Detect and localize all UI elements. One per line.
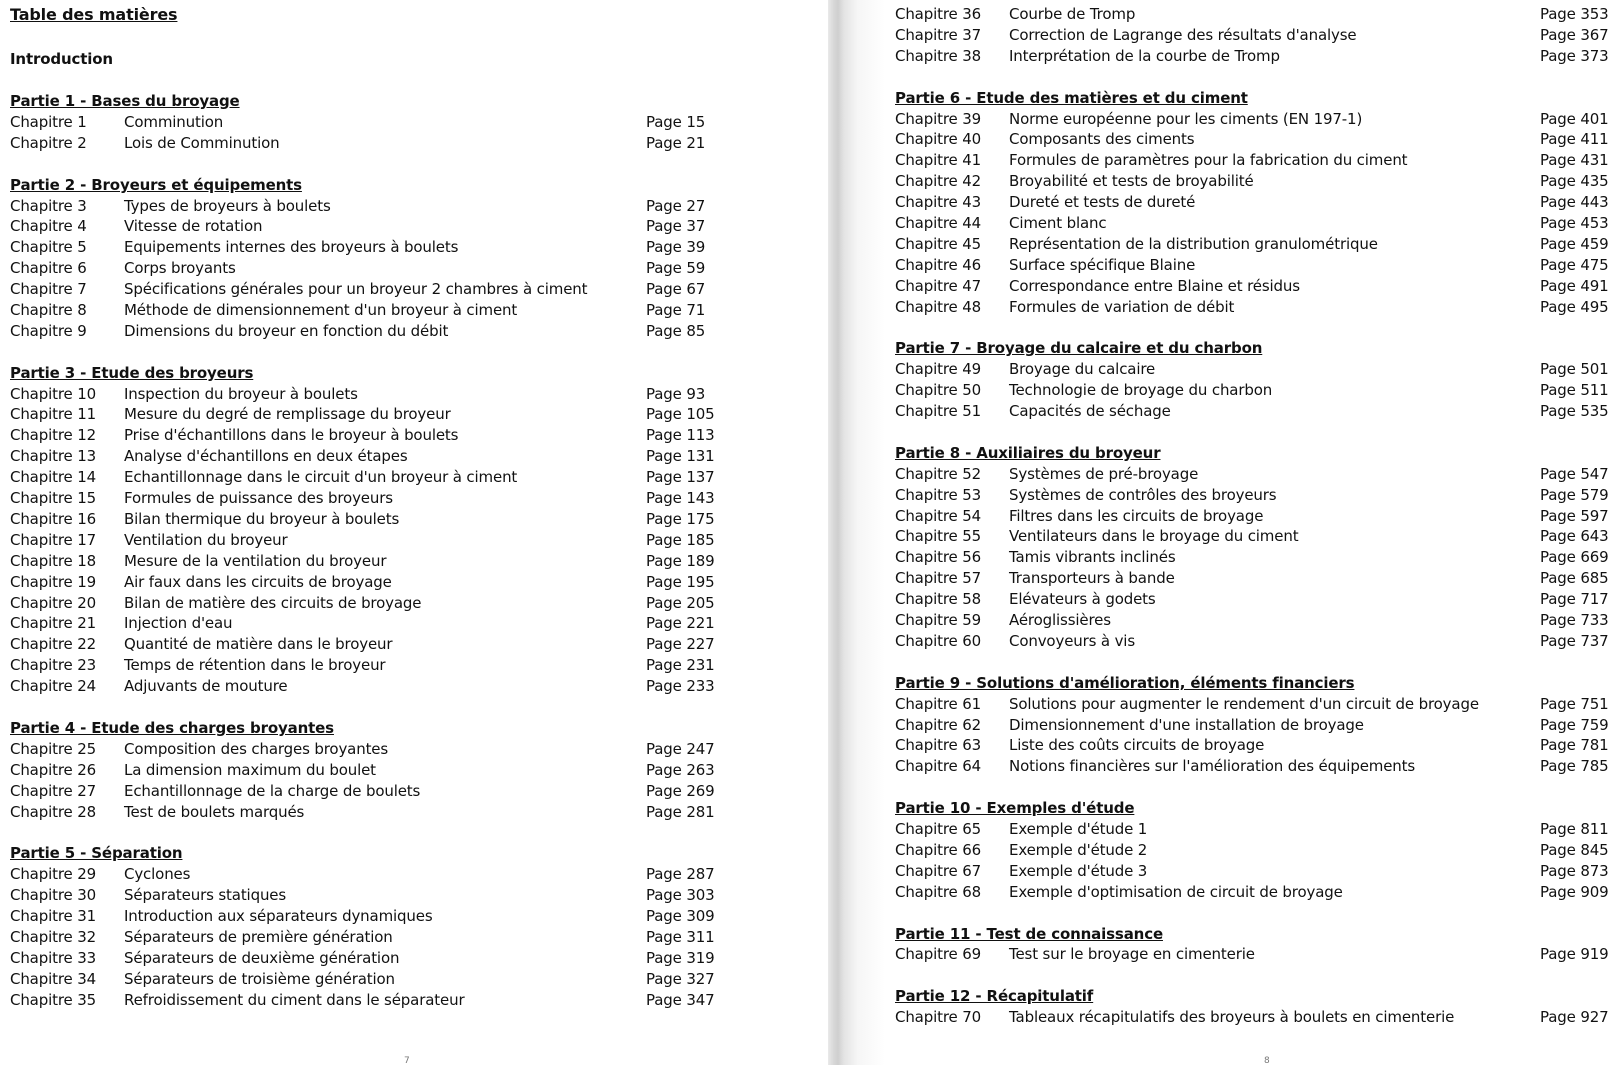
toc-entry[interactable] [0, 655, 828, 675]
part-heading: Partie 10 - Exemples d'étude [895, 799, 1135, 817]
chapter-page: Page 93 [646, 385, 706, 403]
chapter-number: Chapitre 3 [10, 197, 87, 215]
toc-entry[interactable] [0, 300, 828, 320]
part-heading: Partie 1 - Bases du broyage [10, 92, 240, 110]
chapter-title: Norme européenne pour les ciments (EN 197-1) [1009, 110, 1363, 128]
chapter-title: Exemple d'étude 1 [1009, 820, 1148, 838]
left-page-number: 7 [404, 1056, 410, 1065]
chapter-number: Chapitre 65 [895, 820, 982, 838]
chapter-page: Page 811 [1540, 820, 1609, 838]
chapter-page: Page 131 [646, 447, 715, 465]
chapter-number: Chapitre 27 [10, 782, 97, 800]
chapter-number: Chapitre 26 [10, 761, 97, 779]
chapter-number: Chapitre 34 [10, 970, 97, 988]
toc-entry[interactable] [885, 1007, 1613, 1027]
chapter-page: Page 113 [646, 426, 715, 444]
chapter-number: Chapitre 25 [10, 740, 97, 758]
chapter-page: Page 431 [1540, 151, 1609, 169]
chapter-number: Chapitre 8 [10, 301, 87, 319]
chapter-number: Chapitre 70 [895, 1008, 982, 1026]
toc-entry[interactable] [885, 25, 1613, 45]
chapter-page: Page 311 [646, 928, 715, 946]
chapter-page: Page 309 [646, 907, 715, 925]
chapter-page: Page 751 [1540, 695, 1609, 713]
chapter-page: Page 21 [646, 134, 706, 152]
chapter-number: Chapitre 66 [895, 841, 982, 859]
chapter-title: Dimensions du broyeur en fonction du débit [124, 322, 449, 340]
chapter-number: Chapitre 46 [895, 256, 982, 274]
chapter-page: Page 143 [646, 489, 715, 507]
chapter-title: Notions financières sur l'amélioration des équipements [1009, 757, 1416, 775]
chapter-number: Chapitre 7 [10, 280, 87, 298]
chapter-title: Courbe de Tromp [1009, 5, 1136, 23]
chapter-title: Equipements internes des broyeurs à boulets [124, 238, 459, 256]
toc-entry[interactable] [0, 634, 828, 654]
chapter-number: Chapitre 21 [10, 614, 97, 632]
toc-entry[interactable] [885, 756, 1613, 776]
chapter-page: Page 737 [1540, 632, 1609, 650]
part-heading: Partie 6 - Etude des matières et du ciment [895, 89, 1248, 107]
chapter-number: Chapitre 19 [10, 573, 97, 591]
chapter-number: Chapitre 54 [895, 507, 982, 525]
chapter-title: Corps broyants [124, 259, 236, 277]
chapter-number: Chapitre 22 [10, 635, 97, 653]
chapter-title: Ventilation du broyeur [124, 531, 288, 549]
chapter-page: Page 453 [1540, 214, 1609, 232]
chapter-number: Chapitre 52 [895, 465, 982, 483]
toc-entry[interactable] [0, 112, 828, 132]
chapter-number: Chapitre 39 [895, 110, 982, 128]
chapter-title: Prise d'échantillons dans le broyeur à boulets [124, 426, 459, 444]
chapter-title: Ciment blanc [1009, 214, 1107, 232]
chapter-title: Introduction aux séparateurs dynamiques [124, 907, 433, 925]
chapter-title: Elévateurs à godets [1009, 590, 1156, 608]
part-heading: Partie 11 - Test de connaissance [895, 925, 1163, 943]
chapter-number: Chapitre 53 [895, 486, 982, 504]
toc-entry[interactable] [0, 781, 828, 801]
chapter-number: Chapitre 51 [895, 402, 982, 420]
chapter-title: Tamis vibrants inclinés [1009, 548, 1176, 566]
chapter-title: Comminution [124, 113, 224, 131]
toc-entry[interactable] [0, 739, 828, 759]
toc-entry[interactable] [885, 276, 1613, 296]
chapter-title: Types de broyeurs à boulets [124, 197, 331, 215]
chapter-number: Chapitre 36 [895, 5, 982, 23]
chapter-number: Chapitre 29 [10, 865, 97, 883]
chapter-number: Chapitre 23 [10, 656, 97, 674]
chapter-title: Cyclones [124, 865, 191, 883]
chapter-number: Chapitre 48 [895, 298, 982, 316]
chapter-title: Injection d'eau [124, 614, 233, 632]
toc-entry[interactable] [0, 864, 828, 884]
toc-entry[interactable] [885, 631, 1613, 651]
part-heading: Partie 4 - Etude des charges broyantes [10, 719, 334, 737]
chapter-page: Page 353 [1540, 5, 1609, 23]
chapter-number: Chapitre 43 [895, 193, 982, 211]
chapter-title: Mesure de la ventilation du broyeur [124, 552, 387, 570]
chapter-page: Page 205 [646, 594, 715, 612]
chapter-title: Composants des ciments [1009, 130, 1195, 148]
chapter-number: Chapitre 14 [10, 468, 97, 486]
chapter-number: Chapitre 44 [895, 214, 982, 232]
chapter-number: Chapitre 12 [10, 426, 97, 444]
chapter-number: Chapitre 38 [895, 47, 982, 65]
toc-entry[interactable] [0, 509, 828, 529]
chapter-page: Page 137 [646, 468, 715, 486]
part-heading: Partie 9 - Solutions d'amélioration, éléments financiers [895, 674, 1355, 692]
chapter-page: Page 221 [646, 614, 715, 632]
chapter-page: Page 27 [646, 197, 706, 215]
toc-entry[interactable] [0, 572, 828, 592]
toc-entry[interactable] [0, 404, 828, 424]
chapter-number: Chapitre 68 [895, 883, 982, 901]
chapter-page: Page 263 [646, 761, 715, 779]
chapter-page: Page 781 [1540, 736, 1609, 754]
chapter-number: Chapitre 1 [10, 113, 87, 131]
toc-entry[interactable] [0, 551, 828, 571]
chapter-number: Chapitre 32 [10, 928, 97, 946]
chapter-page: Page 281 [646, 803, 715, 821]
chapter-title: Analyse d'échantillons en deux étapes [124, 447, 408, 465]
chapter-page: Page 501 [1540, 360, 1609, 378]
chapter-page: Page 195 [646, 573, 715, 591]
chapter-number: Chapitre 59 [895, 611, 982, 629]
toc-entry[interactable] [0, 906, 828, 926]
toc-entry[interactable] [0, 237, 828, 257]
chapter-page: Page 367 [1540, 26, 1609, 44]
chapter-page: Page 685 [1540, 569, 1609, 587]
chapter-title: Formules de puissance des broyeurs [124, 489, 393, 507]
chapter-title: Quantité de matière dans le broyeur [124, 635, 393, 653]
chapter-number: Chapitre 17 [10, 531, 97, 549]
chapter-number: Chapitre 40 [895, 130, 982, 148]
toc-entry[interactable] [0, 760, 828, 780]
chapter-title: Liste des coûts circuits de broyage [1009, 736, 1265, 754]
toc-entry[interactable] [885, 401, 1613, 421]
chapter-number: Chapitre 11 [10, 405, 97, 423]
right-page [885, 0, 1613, 1065]
chapter-page: Page 597 [1540, 507, 1609, 525]
chapter-page: Page 373 [1540, 47, 1609, 65]
toc-entry[interactable] [885, 610, 1613, 630]
document-title: Table des matières [10, 5, 178, 24]
chapter-title: Inspection du broyeur à boulets [124, 385, 358, 403]
chapter-page: Page 327 [646, 970, 715, 988]
chapter-title: Exemple d'optimisation de circuit de broyage [1009, 883, 1343, 901]
toc-entry[interactable] [885, 944, 1613, 964]
chapter-page: Page 717 [1540, 590, 1609, 608]
chapter-number: Chapitre 9 [10, 322, 87, 340]
chapter-title: Technologie de broyage du charbon [1009, 381, 1273, 399]
toc-entry[interactable] [885, 171, 1613, 191]
chapter-page: Page 491 [1540, 277, 1609, 295]
chapter-page: Page 67 [646, 280, 706, 298]
chapter-title: Test de boulets marqués [124, 803, 305, 821]
toc-entry[interactable] [0, 321, 828, 341]
chapter-number: Chapitre 56 [895, 548, 982, 566]
chapter-page: Page 579 [1540, 486, 1609, 504]
toc-entry[interactable] [0, 467, 828, 487]
chapter-title: Méthode de dimensionnement d'un broyeur à ciment [124, 301, 518, 319]
toc-entry[interactable] [885, 297, 1613, 317]
chapter-page: Page 231 [646, 656, 715, 674]
chapter-page: Page 927 [1540, 1008, 1609, 1026]
chapter-page: Page 495 [1540, 298, 1609, 316]
toc-entry[interactable] [0, 530, 828, 550]
part-heading: Partie 12 - Récapitulatif [895, 987, 1094, 1005]
toc-entry[interactable] [0, 488, 828, 508]
chapter-title: Exemple d'étude 3 [1009, 862, 1148, 880]
toc-entry[interactable] [885, 715, 1613, 735]
chapter-page: Page 247 [646, 740, 715, 758]
toc-entry[interactable] [885, 589, 1613, 609]
chapter-page: Page 189 [646, 552, 715, 570]
chapter-page: Page 511 [1540, 381, 1609, 399]
chapter-number: Chapitre 24 [10, 677, 97, 695]
toc-entry[interactable] [885, 882, 1613, 902]
chapter-title: Filtres dans les circuits de broyage [1009, 507, 1264, 525]
chapter-page: Page 475 [1540, 256, 1609, 274]
chapter-number: Chapitre 63 [895, 736, 982, 754]
chapter-title: Bilan de matière des circuits de broyage [124, 594, 422, 612]
toc-entry[interactable] [0, 216, 828, 236]
chapter-page: Page 85 [646, 322, 706, 340]
chapter-page: Page 185 [646, 531, 715, 549]
toc-entry[interactable] [885, 840, 1613, 860]
chapter-number: Chapitre 2 [10, 134, 87, 152]
chapter-number: Chapitre 42 [895, 172, 982, 190]
chapter-number: Chapitre 18 [10, 552, 97, 570]
chapter-title: Temps de rétention dans le broyeur [124, 656, 386, 674]
chapter-page: Page 287 [646, 865, 715, 883]
introduction-heading: Introduction [10, 50, 113, 68]
chapter-title: Correspondance entre Blaine et résidus [1009, 277, 1300, 295]
toc-entry[interactable] [885, 234, 1613, 254]
chapter-title: Interprétation de la courbe de Tromp [1009, 47, 1280, 65]
chapter-number: Chapitre 37 [895, 26, 982, 44]
toc-entry[interactable] [885, 464, 1613, 484]
chapter-title: Spécifications générales pour un broyeur 2 chambres à ciment [124, 280, 588, 298]
chapter-title: Séparateurs de deuxième génération [124, 949, 400, 967]
chapter-number: Chapitre 58 [895, 590, 982, 608]
toc-entry[interactable] [885, 109, 1613, 129]
toc-entry[interactable] [0, 446, 828, 466]
toc-entry[interactable] [885, 192, 1613, 212]
chapter-title: Systèmes de contrôles des broyeurs [1009, 486, 1277, 504]
chapter-title: Capacités de séchage [1009, 402, 1171, 420]
chapter-page: Page 39 [646, 238, 706, 256]
chapter-number: Chapitre 31 [10, 907, 97, 925]
chapter-page: Page 845 [1540, 841, 1609, 859]
chapter-page: Page 303 [646, 886, 715, 904]
toc-entry[interactable] [885, 485, 1613, 505]
chapter-title: Air faux dans les circuits de broyage [124, 573, 392, 591]
toc-entry[interactable] [0, 613, 828, 633]
chapter-title: La dimension maximum du boulet [124, 761, 376, 779]
chapter-title: Echantillonnage de la charge de boulets [124, 782, 421, 800]
toc-entry[interactable] [885, 819, 1613, 839]
chapter-page: Page 535 [1540, 402, 1609, 420]
chapter-page: Page 15 [646, 113, 706, 131]
chapter-title: Test sur le broyage en cimenterie [1009, 945, 1255, 963]
chapter-number: Chapitre 41 [895, 151, 982, 169]
chapter-number: Chapitre 16 [10, 510, 97, 528]
chapter-number: Chapitre 47 [895, 277, 982, 295]
chapter-page: Page 347 [646, 991, 715, 1009]
toc-entry[interactable] [0, 969, 828, 989]
chapter-page: Page 37 [646, 217, 706, 235]
chapter-title: Solutions pour augmenter le rendement d'un circuit de broyage [1009, 695, 1479, 713]
toc-entry[interactable] [0, 384, 828, 404]
chapter-title: Représentation de la distribution granulométrique [1009, 235, 1378, 253]
chapter-page: Page 669 [1540, 548, 1609, 566]
chapter-title: Correction de Lagrange des résultats d'analyse [1009, 26, 1357, 44]
chapter-number: Chapitre 62 [895, 716, 982, 734]
chapter-title: Aéroglissières [1009, 611, 1111, 629]
chapter-title: Broyage du calcaire [1009, 360, 1156, 378]
right-page-number: 8 [1264, 1056, 1270, 1065]
chapter-number: Chapitre 55 [895, 527, 982, 545]
chapter-number: Chapitre 35 [10, 991, 97, 1009]
chapter-page: Page 233 [646, 677, 715, 695]
chapter-title: Adjuvants de mouture [124, 677, 288, 695]
chapter-number: Chapitre 50 [895, 381, 982, 399]
toc-entry[interactable] [885, 150, 1613, 170]
toc-entry[interactable] [885, 861, 1613, 881]
chapter-title: Transporteurs à bande [1009, 569, 1175, 587]
chapter-page: Page 175 [646, 510, 715, 528]
chapter-number: Chapitre 60 [895, 632, 982, 650]
chapter-page: Page 547 [1540, 465, 1609, 483]
chapter-title: Mesure du degré de remplissage du broyeur [124, 405, 451, 423]
chapter-page: Page 759 [1540, 716, 1609, 734]
chapter-title: Tableaux récapitulatifs des broyeurs à boulets en cimenterie [1009, 1008, 1455, 1026]
chapter-page: Page 873 [1540, 862, 1609, 880]
chapter-title: Vitesse de rotation [124, 217, 263, 235]
chapter-title: Séparateurs de première génération [124, 928, 393, 946]
toc-entry[interactable] [0, 258, 828, 278]
toc-entry[interactable] [0, 948, 828, 968]
chapter-title: Formules de paramètres pour la fabrication du ciment [1009, 151, 1408, 169]
toc-entry[interactable] [0, 990, 828, 1010]
chapter-page: Page 59 [646, 259, 706, 277]
chapter-page: Page 443 [1540, 193, 1609, 211]
chapter-number: Chapitre 69 [895, 945, 982, 963]
toc-entry[interactable] [885, 4, 1613, 24]
chapter-number: Chapitre 30 [10, 886, 97, 904]
toc-entry[interactable] [885, 255, 1613, 275]
toc-entry[interactable] [0, 425, 828, 445]
chapter-number: Chapitre 49 [895, 360, 982, 378]
chapter-page: Page 71 [646, 301, 706, 319]
toc-entry[interactable] [885, 526, 1613, 546]
chapter-page: Page 643 [1540, 527, 1609, 545]
chapter-title: Séparateurs statiques [124, 886, 287, 904]
toc-entry[interactable] [0, 927, 828, 947]
chapter-title: Broyabilité et tests de broyabilité [1009, 172, 1254, 190]
chapter-number: Chapitre 61 [895, 695, 982, 713]
toc-entry[interactable] [0, 133, 828, 153]
toc-entry[interactable] [0, 196, 828, 216]
toc-entry[interactable] [885, 506, 1613, 526]
toc-entry[interactable] [885, 694, 1613, 714]
chapter-number: Chapitre 5 [10, 238, 87, 256]
chapter-title: Dureté et tests de dureté [1009, 193, 1196, 211]
chapter-page: Page 411 [1540, 130, 1609, 148]
part-heading: Partie 7 - Broyage du calcaire et du charbon [895, 339, 1263, 357]
chapter-page: Page 909 [1540, 883, 1609, 901]
chapter-page: Page 401 [1540, 110, 1609, 128]
toc-entry[interactable] [885, 547, 1613, 567]
toc-entry[interactable] [0, 885, 828, 905]
chapter-number: Chapitre 57 [895, 569, 982, 587]
part-heading: Partie 3 - Etude des broyeurs [10, 364, 254, 382]
chapter-number: Chapitre 13 [10, 447, 97, 465]
toc-entry[interactable] [0, 802, 828, 822]
chapter-page: Page 319 [646, 949, 715, 967]
chapter-number: Chapitre 64 [895, 757, 982, 775]
chapter-number: Chapitre 10 [10, 385, 97, 403]
chapter-page: Page 227 [646, 635, 715, 653]
chapter-number: Chapitre 67 [895, 862, 982, 880]
chapter-title: Dimensionnement d'une installation de broyage [1009, 716, 1364, 734]
toc-entry[interactable] [885, 46, 1613, 66]
page-gutter [828, 0, 885, 1065]
toc-entry[interactable] [885, 380, 1613, 400]
part-heading: Partie 2 - Broyeurs et équipements [10, 176, 302, 194]
chapter-page: Page 919 [1540, 945, 1609, 963]
chapter-number: Chapitre 33 [10, 949, 97, 967]
chapter-title: Systèmes de pré-broyage [1009, 465, 1199, 483]
chapter-title: Formules de variation de débit [1009, 298, 1235, 316]
chapter-title: Surface spécifique Blaine [1009, 256, 1196, 274]
toc-entry[interactable] [885, 213, 1613, 233]
chapter-page: Page 435 [1540, 172, 1609, 190]
chapter-number: Chapitre 20 [10, 594, 97, 612]
chapter-number: Chapitre 4 [10, 217, 87, 235]
chapter-title: Exemple d'étude 2 [1009, 841, 1148, 859]
chapter-page: Page 105 [646, 405, 715, 423]
part-heading: Partie 8 - Auxiliaires du broyeur [895, 444, 1161, 462]
toc-entry[interactable] [885, 129, 1613, 149]
toc-entry[interactable] [885, 735, 1613, 755]
chapter-page: Page 785 [1540, 757, 1609, 775]
toc-entry[interactable] [0, 279, 828, 299]
chapter-title: Echantillonnage dans le circuit d'un broyeur à ciment [124, 468, 518, 486]
chapter-number: Chapitre 28 [10, 803, 97, 821]
toc-entry[interactable] [885, 359, 1613, 379]
chapter-title: Ventilateurs dans le broyage du ciment [1009, 527, 1299, 545]
chapter-title: Convoyeurs à vis [1009, 632, 1135, 650]
chapter-title: Séparateurs de troisième génération [124, 970, 395, 988]
chapter-page: Page 269 [646, 782, 715, 800]
chapter-page: Page 459 [1540, 235, 1609, 253]
chapter-title: Lois de Comminution [124, 134, 280, 152]
chapter-title: Bilan thermique du broyeur à boulets [124, 510, 400, 528]
toc-entry[interactable] [885, 568, 1613, 588]
chapter-title: Composition des charges broyantes [124, 740, 389, 758]
chapter-title: Refroidissement du ciment dans le séparateur [124, 991, 465, 1009]
chapter-page: Page 733 [1540, 611, 1609, 629]
toc-entry[interactable] [0, 676, 828, 696]
chapter-number: Chapitre 15 [10, 489, 97, 507]
part-heading: Partie 5 - Séparation [10, 844, 183, 862]
toc-entry[interactable] [0, 593, 828, 613]
chapter-number: Chapitre 45 [895, 235, 982, 253]
chapter-number: Chapitre 6 [10, 259, 87, 277]
